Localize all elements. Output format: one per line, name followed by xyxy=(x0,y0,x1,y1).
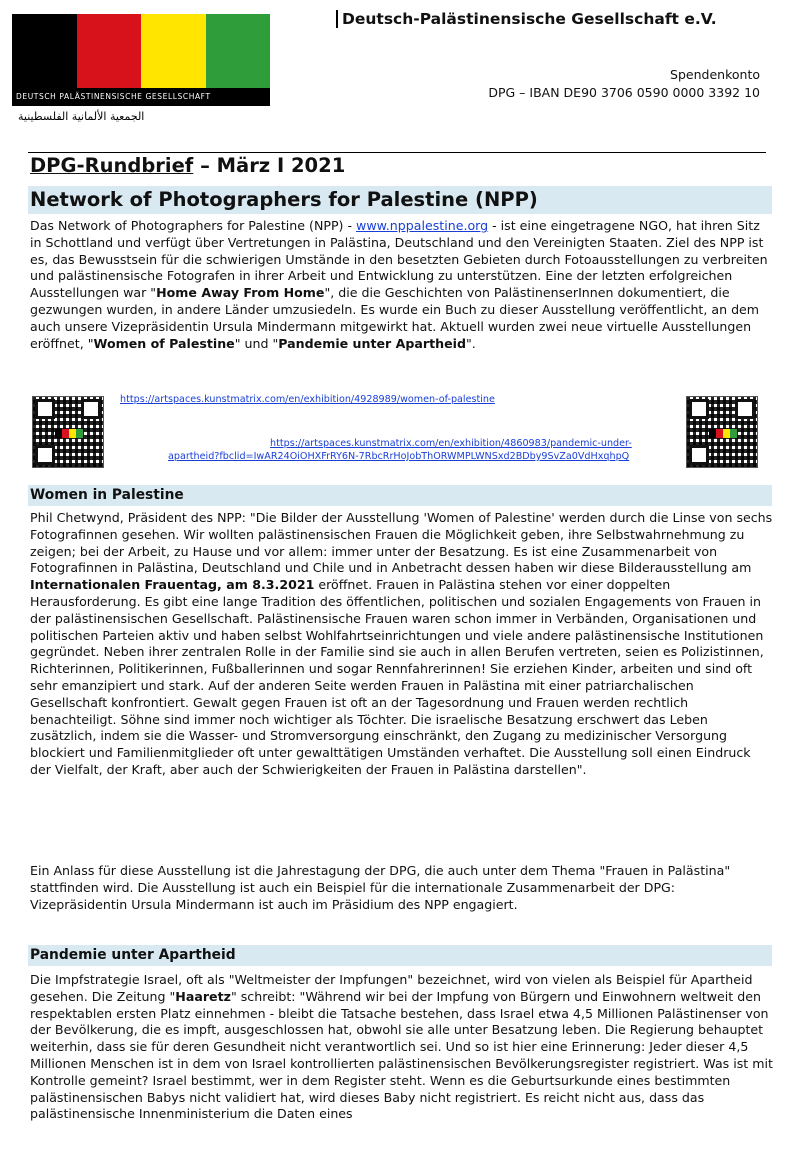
section-heading-pandemie-unter-apartheid: Pandemie unter Apartheid xyxy=(28,945,772,966)
text-run: eröffnet. Frauen in Palästina stehen vor einer doppelten Herausforderung. Es gibt eine lange Tradition des öffentlichen, politischen und sozialen Engagements von Frauen in der palästinensischen Gesellschaft. Palästinensische Frauen waren schon immer in Verbänden, Organisationen und politischen Parteien aktiv und haben selbst Wohlfahrtseinrichtungen und viele andere palästinensische Institutionen gegründet. Neben ihrer zentralen Rolle in der Familie sind sie auch in allen Berufen vertreten, seien es Polizistinnen, Richterinnen, Politikerinnen, Fußballerinnen und sogar Rennfahrerinnen! Sie erziehen Kinder, arbeiten und sind oft sehr emanzipiert und stark. Auf der anderen Seite werden Frauen in Palästina mit einer patriarchalischen Gesellschaft konfrontiert. Gewalt gegen Frauen ist oft an der Tagesordnung und Frauen werden rechtlich benachteiligt. Söhne sind immer noch wichtiger als Töchter. Die israelische Besatzung erschwert das Leben zusätzlich, indem sie die Wasser- und Stromversorgung einschränkt, den Zugang zu medizinischer Versorgung blockiert und Familienmitglieder oft unter gewalttätigen Umständen verhaftet. Die Ausstellung soll einen Eindruck der Vielfalt, der Kraft, aber auch der Schwierigkeiten der Frauen in Palästina darstellen". xyxy=(30,577,764,777)
qr-code-women-of-palestine[interactable] xyxy=(32,396,104,468)
newsletter-title xyxy=(30,154,345,177)
logo-text: DEUTSCH PALÄSTINENSISCHE GESELLSCHAFT xyxy=(12,88,270,106)
qr-flag-icon xyxy=(709,429,737,438)
qr-corner xyxy=(689,399,709,419)
event-date: Internationalen Frauentag, am 8.3.2021 xyxy=(30,577,315,593)
newsletter-date: – März I 2021 xyxy=(193,154,346,177)
newsletter-name: DPG-Rundbrief xyxy=(30,154,194,177)
qr-corner xyxy=(735,399,755,419)
exhibition-name: Pandemie unter Apartheid xyxy=(278,335,466,351)
flag-stripe-green xyxy=(206,14,271,88)
text-run: " und " xyxy=(234,335,279,351)
exhibition-name: Home Away From Home xyxy=(156,285,325,301)
qr-code-pandemic-under-apartheid[interactable] xyxy=(686,396,758,468)
newspaper-name: Haaretz xyxy=(175,988,231,1004)
qr-corner xyxy=(35,445,55,465)
exhibition-name: Women of Palestine xyxy=(93,335,235,351)
account-label: Spendenkonto xyxy=(670,67,760,82)
text-run: " schreibt: "Während wir bei der Impfung von Bürgern und Einwohnern weltweit den respektablen ersten Platz einnehmen - bleibt die Tatsache bestehen, dass Israel etwa 4,5 Millionen Palästinenser von der Bevölkerung, die es impft, ausgeschlossen hat, obwohl sie alle unter Besatzung leben. Die Regierung behauptet weiterhin, dass sie für deren Gesundheit nicht verantwortlich sei. Und so ist hier eine Erinnerung: Jeder dieser 4,5 Millionen Menschen ist in dem von Israel kontrollierten palästinensischen Bevölkerungsregister registriert. Was ist mit Kontrolle gemeint? Israel bestimmt, wer in dem Register steht. Wenn es die Geburtsurkunde eines bestimmten palästinensischen Babys nicht validiert hat, wird dieses Baby nicht registriert. Es reicht nicht aus, dass das palästinensische Innenministerium die Daten eines xyxy=(30,988,773,1122)
flag-stripe-yellow xyxy=(141,14,206,88)
text-run: Das Network of Photographers for Palestine (NPP) - xyxy=(30,218,357,233)
apartheid-paragraph xyxy=(30,972,774,1123)
qr-corner xyxy=(81,399,101,419)
npp-website-link[interactable]: www.nppalestine.org xyxy=(356,218,489,233)
text-run: Phil Chetwynd, Präsident des NPP: "Die Bilder der Ausstellung 'Women of Palestine' werden durch die Linse von sechs Fotografinnen gesehen. Wir wollten palästinensischen Frauen die Möglichkeit geben, ihre Selbstwahrnehmung zu zeigen; bei der Arbeit, zu Hause und vor allem: immer unter der Besatzung. Es ist eine Zusammenarbeit von Fotografinnen in Palästina, Deutschland und Chile und in Anbetracht dessen haben wir diese Bilderausstellung am xyxy=(30,510,773,576)
society-name: Deutsch-Palästinensische Gesellschaft e.V. xyxy=(336,10,717,28)
qr-flag-icon xyxy=(55,429,83,438)
women-paragraph-2: Ein Anlass für diese Ausstellung ist die Jahrestagung der DPG, die auch unter dem Thema "Frauen in Palästina" stattfinden wird. Die Ausstellung ist auch ein Beispiel für die internationale Zusammenarbeit der DPG: Vizepräsidentin Ursula Mindermann ist auch im Präsidium des NPP engagiert. xyxy=(30,863,731,912)
link-pandemic-under-apartheid-line2[interactable]: apartheid?fbclid=IwAR24OiOHXFrRY6N-7RbcRrHoJobThORWMPLWNSxd2BDby9SvZa0VdHxqhpQ xyxy=(168,451,630,462)
dpg-logo xyxy=(12,14,270,123)
text-run: - ist eine eingetragene NGO, hat ihren Sitz in Schottland und verfügt über Vertretungen in Palästina, Deutschland und den Vereinigten Staaten. Ziel des NPP ist es, das Bewusstsein für die schwierigen Umstände in den besetzten Gebieten durch Fotoausstellungen zu verbreiten und palästinensische Fotografen in ihrer Arbeit und Entwicklung zu unterstützen. Eine der letzten erfolgreichen Ausstellungen war " xyxy=(30,218,768,301)
text-run: ", die die Geschichten von PalästinenserInnen dokumentiert, die gezwungen wurden, in andere Länder umzusiedeln. Es wurde ein Buch zu dieser Ausstellung veröffentlicht, an dem auch unsere Vizepräsidentin Ursula Mindermann mitgewirkt hat. Aktuell wurden zwei neue virtuelle Ausstellungen eröffnet, " xyxy=(30,285,760,351)
header-divider xyxy=(28,152,766,153)
link-pandemic-under-apartheid-line1[interactable]: https://artspaces.kunstmatrix.com/en/exhibition/4860983/pandemic-under- xyxy=(270,438,632,449)
qr-corner xyxy=(689,445,709,465)
palestine-flag-colors xyxy=(12,14,270,88)
flag-stripe-red xyxy=(77,14,142,88)
donation-account xyxy=(488,66,760,102)
flag-stripe-black xyxy=(12,14,77,88)
npp-paragraph xyxy=(30,218,774,352)
section-heading-npp: Network of Photographers for Palestine (NPP) xyxy=(28,186,772,214)
logo-arabic-text: الجمعية الألمانية الفلسطينية xyxy=(18,110,145,123)
text-run: ". xyxy=(465,335,476,351)
section-heading-women-in-palestine: Women in Palestine xyxy=(28,485,772,506)
account-iban: DPG – IBAN DE90 3706 0590 0000 3392 10 xyxy=(488,85,760,100)
women-paragraph-1 xyxy=(30,510,774,779)
qr-corner xyxy=(35,399,55,419)
link-women-of-palestine[interactable]: https://artspaces.kunstmatrix.com/en/exhibition/4928989/women-of-palestine xyxy=(120,394,495,405)
text-run: Die Impfstrategie Israel, oft als "Weltmeister der Impfungen" bezeichnet, wird von vielen als Beispiel für Apartheid gesehen. Die Zeitung " xyxy=(30,972,753,1004)
